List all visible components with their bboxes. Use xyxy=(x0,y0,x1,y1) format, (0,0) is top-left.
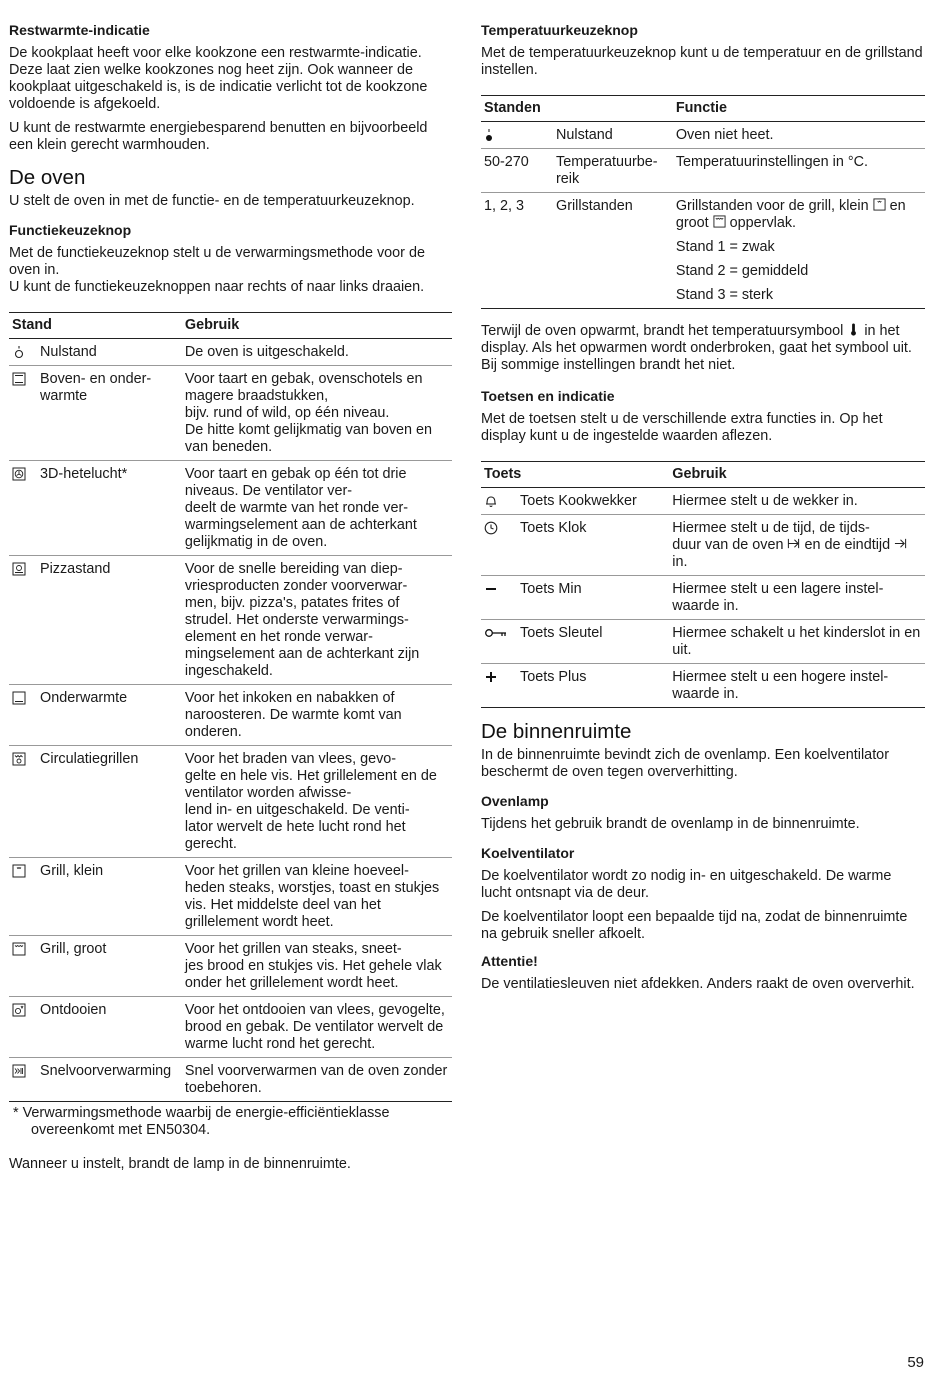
duration-icon xyxy=(787,537,800,553)
toets-use: Hiermee stelt u de wekker in. xyxy=(669,488,925,515)
stand-name: Onderwarmte xyxy=(37,685,182,746)
functie-paragraph: Met de functiekeuzeknop stelt u de verwarmingsmethode voor de oven in. U kunt de functiekeuzeknoppen naar rechts of naar links draaien. xyxy=(9,245,425,295)
grill-func-text-b: en groot xyxy=(675,198,906,231)
table-row xyxy=(9,366,452,461)
stand-use: Snel voorverwarmen van de oven zonder toebehoren. xyxy=(182,1058,452,1102)
col-functie-header: Functie xyxy=(673,96,925,122)
table-row xyxy=(9,685,452,746)
koel-paragraph-2: De koelventilator loopt een bepaalde tijd na, zodat de binnenruimte na gebruik sneller afkoelt. xyxy=(481,909,908,942)
stand-use: Voor het braden van vlees, gevo- gelte en hele vis. Het grillelement en de ventilator worden afwisse- lend in- en uitgeschakeld. De venti- lator wervelt de hete lucht rond het gerecht. xyxy=(182,746,452,858)
toets-name: Toets Klok xyxy=(517,515,669,576)
stand-name: Circulatiegrillen xyxy=(37,746,182,858)
toets-use: Hiermee schakelt u het kinderslot in en uit. xyxy=(669,620,925,664)
table-row xyxy=(9,936,452,997)
toets-name: Toets Kookwekker xyxy=(517,488,669,515)
toets-name: Toets Min xyxy=(517,576,669,620)
right-column xyxy=(481,22,925,1000)
standen-name: Temperatuurbe- reik xyxy=(553,149,673,193)
energy-footnote: * Verwarmingsmethode waarbij de energie-efficiëntieklasse overeenkomt met EN50304. xyxy=(13,1105,390,1138)
stand-use: Voor het grillen van kleine hoeveel- heden steaks, worstjes, toast en stukjes vis. Het middelste deel van het grillelement wordt heet. xyxy=(182,858,452,936)
table-header-row xyxy=(481,462,925,488)
stand-name: Pizzastand xyxy=(37,556,182,685)
bottom-heat-icon xyxy=(12,691,26,705)
stand-name: Snelvoorverwarming xyxy=(37,1058,182,1102)
restwarmte-paragraph-2: U kunt de restwarmte energiebesparend benutten en bijvoorbeeld een klein gerecht warmhouden. xyxy=(9,120,428,153)
binnen-paragraph: In de binnenruimte bevindt zich de ovenlamp. Een koelventilator beschermt de oven tegen oververhitting. xyxy=(481,747,889,780)
minus-icon xyxy=(484,582,498,596)
col-gebruik-header: Gebruik xyxy=(669,462,925,488)
col-toets-header: Toets xyxy=(481,462,669,488)
grill-func-text-c: oppervlak. xyxy=(729,215,797,231)
stand-use: De oven is uitgeschakeld. xyxy=(182,339,452,366)
table-row xyxy=(481,122,925,149)
defrost-icon xyxy=(12,1003,26,1017)
ovenlamp-heading: Ovenlamp xyxy=(481,793,549,809)
toets-use: Hiermee stelt u een hogere instel- waarde in. xyxy=(669,664,925,708)
lamp-note: Wanneer u instelt, brandt de lamp in de binnenruimte. xyxy=(9,1156,351,1172)
restwarmte-paragraph-1: De kookplaat heeft voor elke kookzone een restwarmte-indicatie. Deze laat zien welke kookzones nog heet zijn. Ook wanneer de kookplaat uitgeschakeld is, is de indicatie verlicht tot de kookzone voldoende is afgekoeld. xyxy=(9,45,428,112)
standen-sym: 50-270 xyxy=(481,149,553,193)
thermometer-icon xyxy=(847,323,860,339)
dot-icon xyxy=(484,128,498,142)
stand-name: Ontdooien xyxy=(37,997,182,1058)
clock-icon xyxy=(484,521,498,535)
stand-use: Voor de snelle bereiding van diep- vriesproducten zonder voorverwar- men, bijv. pizza's, patates frites of strudel. Het onderste verwarmings- element en het ronde verwar- mingselement aan de achterkant zijn ingeschakeld. xyxy=(182,556,452,685)
table-row xyxy=(9,461,452,556)
stand-name: Nulstand xyxy=(37,339,182,366)
stand-use: Voor het grillen van steaks, sneet- jes brood en stukjes vis. Het gehele vlak onder het grillelement wordt heet. xyxy=(182,936,452,997)
standen-name: Nulstand xyxy=(553,122,673,149)
standen-name: Grillstanden xyxy=(553,193,673,309)
koel-paragraph-1: De koelventilator wordt zo nodig in- en uitgeschakeld. De warme lucht ontsnapt via de deur. xyxy=(481,868,892,901)
table-row xyxy=(9,858,452,936)
zero-position-icon xyxy=(12,345,26,359)
grill-small-icon xyxy=(873,198,886,214)
grill-small-icon xyxy=(12,864,26,878)
left-column xyxy=(9,22,452,1180)
klok-text-a: Hiermee stelt u de tijd, de tijds- duur van de oven xyxy=(672,520,870,553)
temp-paragraph-1: Met de temperatuurkeuzeknop kunt u de temperatuur en de grillstand instellen. xyxy=(481,45,923,78)
grill-large-icon xyxy=(12,942,26,956)
end-time-icon xyxy=(894,537,907,553)
klok-text-c: eindtijd xyxy=(844,537,891,553)
toetsen-paragraph: Met de toetsen stelt u de verschillende extra functies in. Op het display kunt u de ingestelde waarden aflezen. xyxy=(481,411,883,444)
toets-use: Hiermee stelt u een lagere instel- waarde in. xyxy=(669,576,925,620)
toets-table xyxy=(481,461,925,708)
table-row xyxy=(9,556,452,685)
oven-heading: De oven xyxy=(9,166,86,189)
stand-1-text: Stand 1 = zwak xyxy=(675,239,775,255)
stand-name: 3D-hetelucht* xyxy=(37,461,182,556)
col-standen-header: Standen xyxy=(481,96,673,122)
temp-p2-text-a: Terwijl de oven opwarmt, brandt het temperatuursymbool xyxy=(481,323,844,339)
col-stand-header: Stand xyxy=(9,313,182,339)
table-header-row xyxy=(481,96,925,122)
table-row xyxy=(481,193,925,309)
col-gebruik-header: Gebruik xyxy=(182,313,452,339)
stand-use: Voor taart en gebak op één tot drie niveaus. De ventilator ver- deelt de warmte van het ronde ver- warmingselement aan de achterkant gelijkmatig in de oven. xyxy=(182,461,452,556)
klok-text-b: en de xyxy=(804,537,841,553)
table-row xyxy=(9,339,452,366)
temp-heading: Temperatuurkeuzeknop xyxy=(481,22,638,38)
plus-icon xyxy=(484,670,498,684)
standen-table xyxy=(481,95,925,309)
attentie-heading: Attentie! xyxy=(481,953,538,969)
restwarmte-heading: Restwarmte-indicatie xyxy=(9,22,150,38)
grill-func-desc xyxy=(676,198,922,232)
table-row xyxy=(481,620,925,664)
circulating-grill-icon xyxy=(12,752,26,766)
ovenlamp-paragraph: Tijdens het gebruik brandt de ovenlamp in de binnenruimte. xyxy=(481,816,860,832)
temp-p2-text-b: in het display. Als het opwarmen wordt onderbroken, gaat het symbool uit. Bij sommige instellingen brandt het niet. xyxy=(481,323,912,373)
grill-func-text-a: Grillstanden voor de grill, klein xyxy=(675,198,869,214)
stand-name: Grill, klein xyxy=(37,858,182,936)
klok-text-d: in. xyxy=(672,554,688,570)
stand-2-text: Stand 2 = gemiddeld xyxy=(675,263,809,279)
stand-name: Boven- en onder- warmte xyxy=(37,366,182,461)
table-row xyxy=(481,576,925,620)
pizza-setting-icon xyxy=(12,562,26,576)
table-row xyxy=(9,746,452,858)
attentie-paragraph: De ventilatiesleuven niet afdekken. Anders raakt de oven oververhit. xyxy=(481,976,915,992)
standen-func xyxy=(673,193,925,309)
toets-name: Toets Plus xyxy=(517,664,669,708)
table-row xyxy=(481,488,925,515)
standen-sym: 1, 2, 3 xyxy=(481,193,553,309)
grill-large-icon xyxy=(713,215,726,231)
temp-paragraph-2 xyxy=(481,323,925,374)
standen-func: Temperatuurinstellingen in °C. xyxy=(673,149,925,193)
koel-heading: Koelventilator xyxy=(481,845,575,861)
table-row xyxy=(9,997,452,1058)
hot-air-3d-icon xyxy=(12,467,26,481)
page-number: 59 xyxy=(907,1354,924,1371)
table-header-row xyxy=(9,313,452,339)
functie-heading: Functiekeuzeknop xyxy=(9,222,132,238)
rapid-preheat-icon xyxy=(12,1064,26,1078)
table-row xyxy=(481,515,925,576)
key-icon xyxy=(484,626,508,640)
standen-func: Oven niet heet. xyxy=(673,122,925,149)
toetsen-heading: Toetsen en indicatie xyxy=(481,388,615,404)
bell-icon xyxy=(484,494,498,508)
binnen-heading: De binnenruimte xyxy=(481,720,632,743)
table-row xyxy=(481,664,925,708)
stand-3-text: Stand 3 = sterk xyxy=(675,287,774,303)
top-bottom-heat-icon xyxy=(12,372,26,386)
stand-use: Voor het inkoken en nabakken of naroosteren. De warmte komt van onderen. xyxy=(182,685,452,746)
stand-name: Grill, groot xyxy=(37,936,182,997)
table-row xyxy=(9,1058,452,1102)
table-row xyxy=(481,149,925,193)
stand-table xyxy=(9,312,452,1102)
oven-intro: U stelt de oven in met de functie- en de temperatuurkeuzeknop. xyxy=(9,193,415,209)
toets-name: Toets Sleutel xyxy=(517,620,669,664)
stand-use: Voor het ontdooien van vlees, gevogelte, brood en gebak. De ventilator wervelt de warme lucht rond het gerecht. xyxy=(182,997,452,1058)
stand-use: Voor taart en gebak, ovenschotels en magere braadstukken, bijv. rund of wild, op één niveau. De hitte komt gelijkmatig van boven en van beneden. xyxy=(182,366,452,461)
toets-use xyxy=(669,515,925,576)
